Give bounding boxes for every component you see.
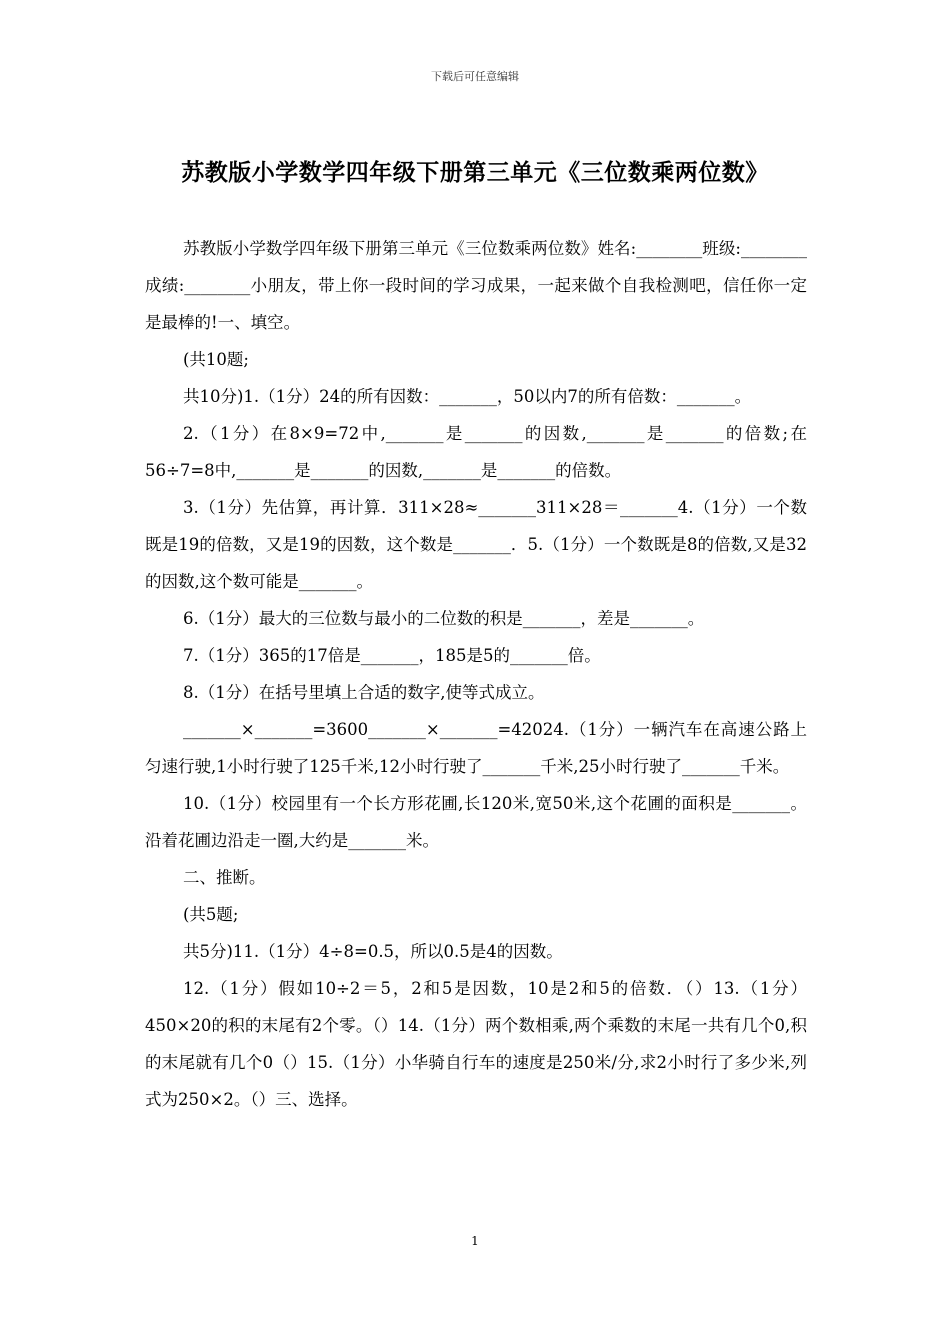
section-count-2: (共5题; — [183, 905, 239, 924]
question-2: 2.（1分）在8×9=72中,_______是_______的因数,_______是_______的倍数;在56÷7=8中,_______是_______的因数,_______是_______的倍数。 — [145, 424, 807, 480]
document-body — [145, 230, 807, 1118]
section-heading-2: 二、推断。 — [183, 868, 266, 887]
header-note: 下载后可任意编辑 — [431, 70, 519, 83]
question-10: 10.（1分）校园里有一个长方形花圃,长120米,宽50米,这个花圃的面积是_______。沿着花圃边沿走一圈,大约是_______米。 — [145, 794, 807, 850]
question-7: 7.（1分）365的17倍是_______，185是5的_______倍。 — [183, 646, 601, 665]
section-count-1: (共10题; — [183, 350, 249, 369]
intro-paragraph: 苏教版小学数学四年级下册第三单元《三位数乘两位数》姓名:________班级:________成绩:________小朋友，带上你一段时间的学习成果，一起来做个自我检测吧，信任你一定是最棒的!一、填空。 — [145, 239, 807, 332]
question-6: 6.（1分）最大的三位数与最小的二位数的积是_______，差是_______。 — [183, 609, 705, 628]
document-title: 苏教版小学数学四年级下册第三单元《三位数乘两位数》 — [181, 160, 769, 186]
question-3-5: 3.（1分）先估算，再计算．311×28≈_______311×28＝_______4.（1分）一个数既是19的倍数，又是19的因数，这个数是_______．5.（1分）一个数既是8的倍数,又是32的因数,这个数可能是_______。 — [145, 498, 807, 591]
page-number: 1 — [471, 1234, 479, 1248]
question-1: 共10分)1.（1分）24的所有因数：_______，50以内7的所有倍数：_______。 — [183, 387, 752, 406]
question-8: 8.（1分）在括号里填上合适的数字,使等式成立。 — [183, 683, 545, 702]
question-8-9: _______×_______=3600_______×_______=42024.（1分）一辆汽车在高速公路上匀速行驶,1小时行驶了125千米,12小时行驶了_______千米,25小时行驶了_______千米。 — [145, 720, 807, 776]
question-11: 共5分)11.（1分）4÷8=0.5，所以0.5是4的因数。 — [183, 942, 563, 961]
question-12-15: 12.（1分）假如10÷2＝5，2和5是因数，10是2和5的倍数．（）13.（1分）450×20的积的末尾有2个零。（）14.（1分）两个数相乘,两个乘数的末尾一共有几个0,积的末尾就有几个0（）15.（1分）小华骑自行车的速度是250米/分,求2小时行了多少米,列式为250×2。（）三、选择。 — [145, 979, 807, 1109]
